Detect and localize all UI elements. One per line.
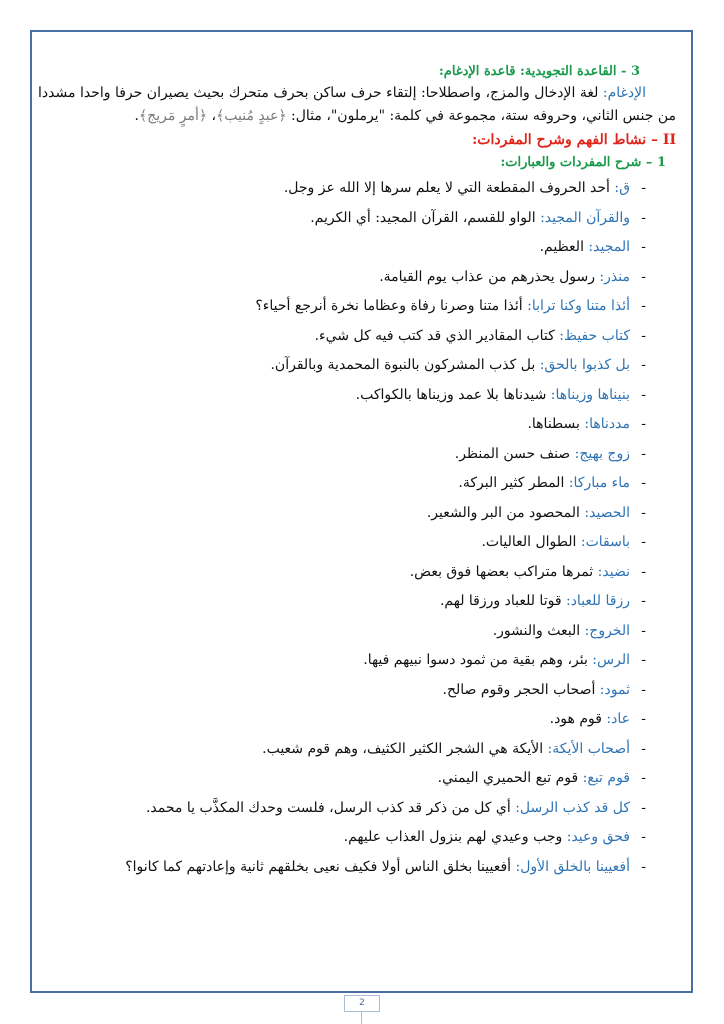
vocab-term: والقرآن المجيد [544, 209, 630, 226]
vocab-definition: قوم هود. [549, 711, 602, 727]
section-tajweed-heading: 3 - القاعدة التجويدية: قاعدة الإدغام: [439, 64, 640, 79]
vocab-term: مددناها [589, 416, 630, 432]
bullet-dash: - [641, 357, 646, 373]
vocab-definition: المحصود من البر والشعير. [426, 504, 580, 521]
bullet-dash: - [641, 416, 646, 432]
vocab-term: رزقا للعباد [570, 593, 630, 609]
vocab-item: - فحق وعيد: وجب وعيدي لهم بنزول العذاب عليهم. [38, 823, 676, 853]
vocab-term: منذر [604, 268, 630, 285]
vocab-definition: أفعيينا بخلق الناس أولا فكيف نعيى بخلقهم ثانية وإعادتهم كما كانوا؟ [125, 858, 512, 875]
vocab-term: أفعيينا بالخلق الأول [520, 858, 630, 875]
idgham-term: الإدغام: [602, 85, 646, 101]
vocab-term: فحق وعيد [571, 829, 630, 845]
vocab-definition: رسول يحذرهم من عذاب يوم القيامة. [379, 268, 595, 285]
vocab-item: - بل كذبوا بالحق: بل كذب المشركون بالنبوة المحمدية وبالقرآن. [38, 351, 676, 381]
vocab-term: ثمود [604, 681, 630, 698]
vocab-definition: أئذا متنا وصرنا رفاة وعظاما نخرة أنرجع أحياء؟ [255, 298, 523, 314]
vocab-item: - ق: أحد الحروف المقطعة التي لا يعلم سرها إلا الله عز وجل. [38, 174, 676, 204]
bullet-dash: - [641, 239, 646, 255]
vocab-item: - المجيد: العظيم. [38, 233, 676, 263]
bullet-dash: - [641, 534, 646, 550]
vocab-term: بل كذبوا بالحق [544, 357, 630, 373]
page-number: 2 [344, 995, 380, 1012]
example-abdin-munib: ﴿عبد مُنيب﴾ [216, 108, 287, 124]
bullet-dash: - [641, 858, 646, 875]
idgham-definition: لغة الإدخال والمزج، واصطلاحا: إلتقاء حرف ساكن بحرف متحرك بحيث يصيران حرفا واحدا مشددا من جنس الثاني، وحروفه ستة، مجموعة في كلمة: "يرملون"، مثال: [38, 85, 676, 124]
vocab-item: - أئذا متنا وكنا ترابا: أئذا متنا وصرنا رفاة وعظاما نخرة أنرجع أحياء؟ [38, 292, 676, 322]
section-comprehension-heading: II – نشاط الفهم وشرح المفردات: [472, 132, 676, 148]
vocab-definition: بسطناها. [527, 416, 580, 432]
vocab-item: - أفعيينا بالخلق الأول: أفعيينا بخلق الناس أولا فكيف نعيى بخلقهم ثانية وإعادتهم كما كانوا؟ [38, 853, 676, 883]
vocab-definition: قوم تبع الحميري اليمني. [437, 770, 579, 786]
vocab-definition: الواو للقسم، القرآن المجيد: أي الكريم. [310, 209, 536, 226]
vocab-definition: الأيكة هي الشجر الكثير الكثيف، وهم قوم شعيب. [262, 740, 544, 757]
bullet-dash: - [641, 563, 646, 580]
bullet-dash: - [641, 386, 646, 403]
vocab-term: بنيناها وزيناها [555, 386, 630, 403]
bullet-dash: - [641, 327, 646, 344]
vocab-definition: كتاب المقادير الذي قد كتب فيه كل شيء. [314, 327, 555, 344]
vocab-item: - عاد: قوم هود. [38, 705, 676, 735]
vocab-definition: أصحاب الحجر وقوم صالح. [442, 681, 596, 698]
vocab-item: - أصحاب الأيكة: الأيكة هي الشجر الكثير الكثيف، وهم قوم شعيب. [38, 735, 676, 765]
bullet-dash: - [641, 799, 646, 816]
vocab-term: الحصيد [589, 504, 630, 521]
example-amrin-marij: ﴿أمر مَريج﴾ [138, 108, 208, 124]
vocab-term: زوج بهيج [579, 445, 630, 462]
bullet-dash: - [641, 298, 646, 314]
vocab-definition: ثمرها متراكب بعضها فوق بعض. [409, 563, 594, 580]
bullet-dash: - [641, 209, 646, 226]
vocab-item: - ثمود: أصحاب الحجر وقوم صالح. [38, 676, 676, 706]
vocab-definition: وجب وعيدي لهم بنزول العذاب عليهم. [343, 829, 563, 845]
vocab-term: أصحاب الأيكة [552, 740, 630, 757]
page-content [38, 62, 676, 882]
vocab-item: - زوج بهيج: صنف حسن المنظر. [38, 440, 676, 470]
vocab-item: - كل قد كذب الرسل: أي كل من ذكر قد كذب الرسل، فلست وحدك المكذَّب يا محمد. [38, 794, 676, 824]
footer-divider [361, 1012, 362, 1024]
vocab-definition: أحد الحروف المقطعة التي لا يعلم سرها إلا الله عز وجل. [283, 180, 610, 196]
vocab-list [38, 174, 676, 882]
vocab-term: ماء مباركا [573, 475, 630, 491]
bullet-dash: - [641, 711, 646, 727]
vocab-heading: 1 – شرح المفردات والعبارات: [500, 155, 666, 170]
vocab-term: قوم تبع [587, 770, 630, 786]
vocab-item: - الرس: بئر، وهم بقية من ثمود دسوا نبيهم فيها. [38, 646, 676, 676]
vocab-item: - ماء مباركا: المطر كثير البركة. [38, 469, 676, 499]
vocab-term: ق [619, 180, 630, 196]
bullet-dash: - [641, 622, 646, 639]
vocab-definition: المطر كثير البركة. [458, 475, 565, 491]
bullet-dash: - [641, 652, 646, 668]
vocab-term: الرس [597, 652, 630, 668]
vocab-definition: بل كذب المشركون بالنبوة المحمدية وبالقرآن. [270, 357, 536, 373]
vocab-definition: قوتا للعباد ورزقا لهم. [439, 593, 562, 609]
vocab-term: كل قد كذب الرسل [519, 799, 630, 816]
vocab-term: المجيد [593, 239, 630, 255]
vocab-item: - بنيناها وزيناها: شيدناها بلا عمد وزيناها بالكواكب. [38, 381, 676, 411]
idgham-paragraph: الإدغام: لغة الإدخال والمزج، واصطلاحا: إلتقاء حرف ساكن بحرف متحرك بحيث يصيران حرفا واحدا مشددا من جنس الثاني، وحروفه ستة، مجموعة في كلمة: "يرملون"، مثال: ﴿عبد مُنيب﴾، ﴿أمر مَريج﴾. [38, 85, 676, 124]
vocab-item: - نضيد: ثمرها متراكب بعضها فوق بعض. [38, 558, 676, 588]
vocab-item: - الخروج: البعث والنشور. [38, 617, 676, 647]
vocab-term: الخروج [589, 622, 630, 639]
vocab-definition: بئر، وهم بقية من ثمود دسوا نبيهم فيها. [363, 652, 588, 668]
vocab-definition: شيدناها بلا عمد وزيناها بالكواكب. [355, 386, 547, 403]
bullet-dash: - [641, 593, 646, 609]
vocab-item: - كتاب حفيظ: كتاب المقادير الذي قد كتب فيه كل شيء. [38, 322, 676, 352]
vocab-item: - قوم تبع: قوم تبع الحميري اليمني. [38, 764, 676, 794]
vocab-definition: صنف حسن المنظر. [454, 445, 571, 462]
vocab-item: - رزقا للعباد: قوتا للعباد ورزقا لهم. [38, 587, 676, 617]
bullet-dash: - [641, 740, 646, 757]
vocab-item: - مددناها: بسطناها. [38, 410, 676, 440]
bullet-dash: - [641, 770, 646, 786]
vocab-definition: أي كل من ذكر قد كذب الرسل، فلست وحدك المكذَّب يا محمد. [145, 799, 511, 816]
bullet-dash: - [641, 504, 646, 521]
vocab-item: - منذر: رسول يحذرهم من عذاب يوم القيامة. [38, 263, 676, 293]
bullet-dash: - [641, 475, 646, 491]
bullet-dash: - [641, 829, 646, 845]
vocab-term: عاد [611, 711, 630, 727]
vocab-term: نضيد [602, 563, 630, 580]
vocab-item: - باسقات: الطوال العاليات. [38, 528, 676, 558]
bullet-dash: - [641, 180, 646, 196]
vocab-definition: العظيم. [539, 239, 584, 255]
vocab-item: - الحصيد: المحصود من البر والشعير. [38, 499, 676, 529]
vocab-term: كتاب حفيظ [563, 327, 630, 344]
bullet-dash: - [641, 681, 646, 698]
vocab-item: - والقرآن المجيد: الواو للقسم، القرآن المجيد: أي الكريم. [38, 204, 676, 234]
vocab-term: باسقات [585, 534, 630, 550]
vocab-term: أئذا متنا وكنا ترابا [531, 298, 630, 314]
vocab-definition: الطوال العاليات. [481, 534, 577, 550]
bullet-dash: - [641, 268, 646, 285]
bullet-dash: - [641, 445, 646, 462]
vocab-definition: البعث والنشور. [492, 622, 581, 639]
